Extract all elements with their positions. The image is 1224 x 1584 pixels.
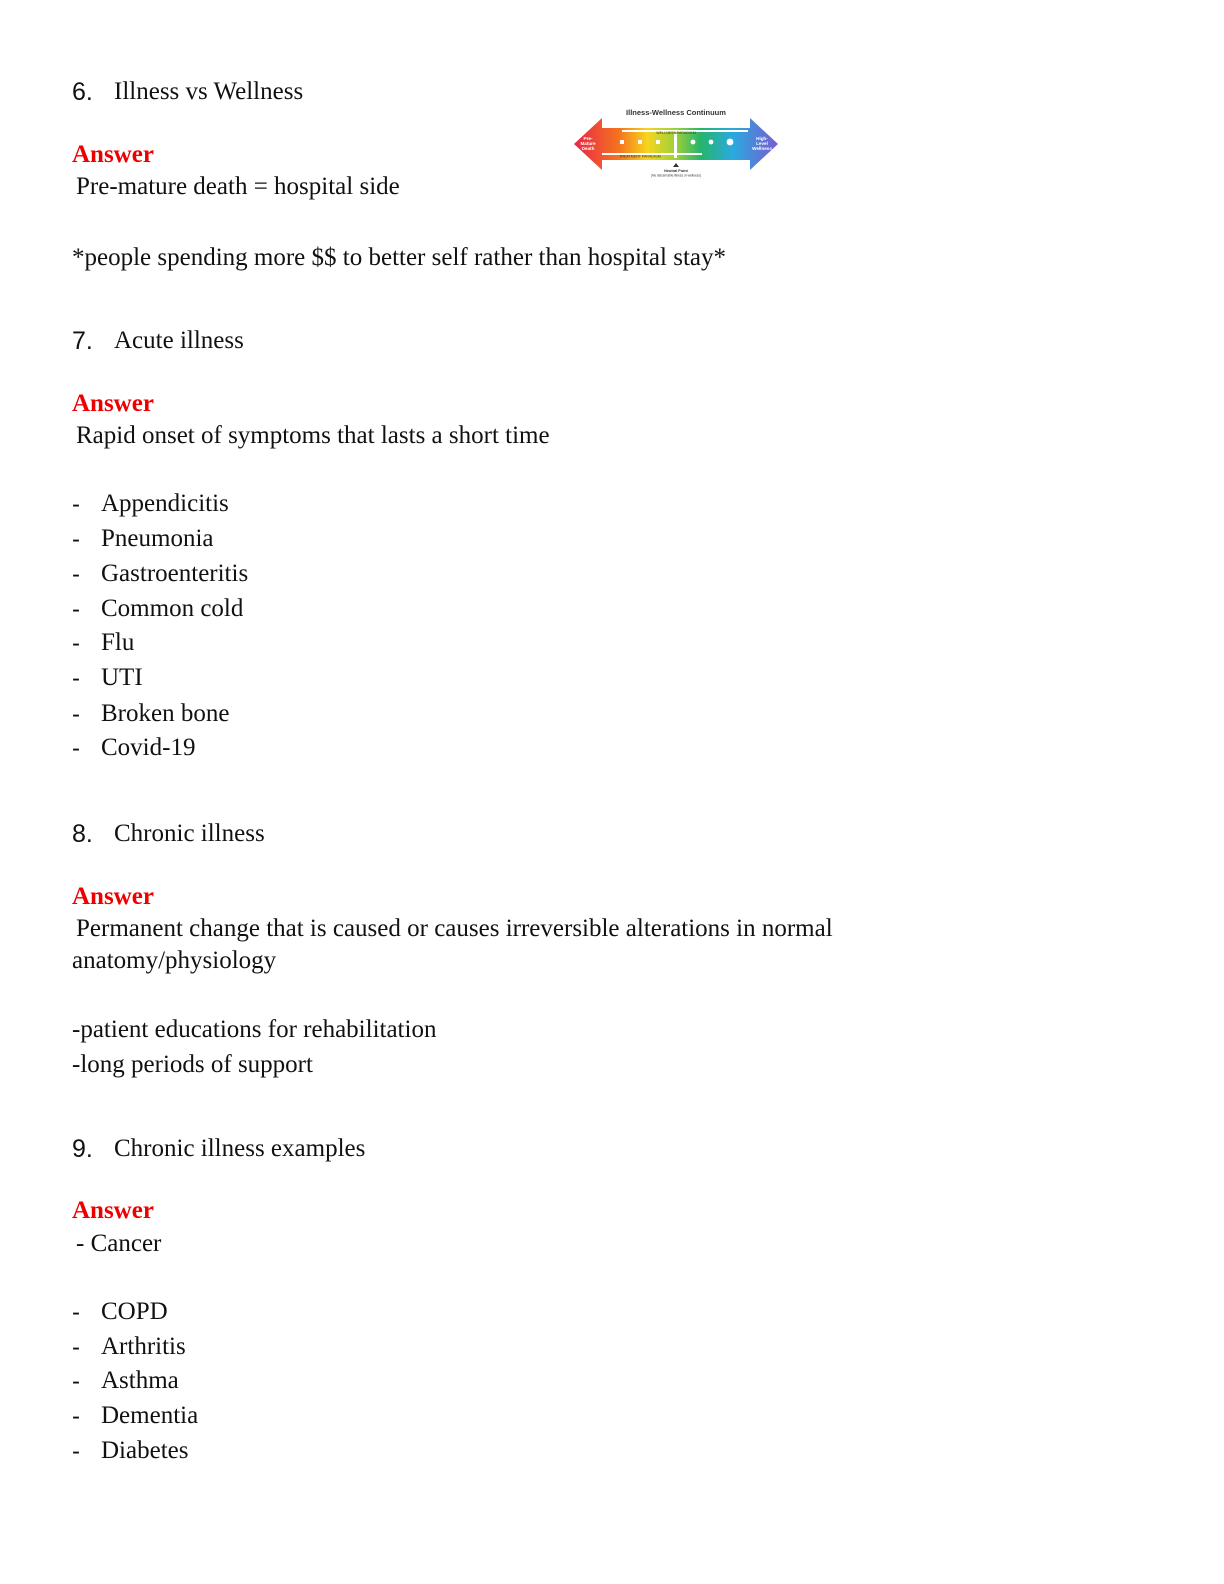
list-item: Appendicitis bbox=[101, 490, 229, 517]
answer-label: Answer bbox=[72, 390, 154, 417]
question-title: Chronic illness bbox=[114, 820, 265, 847]
list-marker: - bbox=[72, 561, 80, 588]
stage-marker bbox=[709, 140, 714, 145]
list-item: Common cold bbox=[101, 595, 244, 622]
list-item: Asthma bbox=[101, 1367, 179, 1394]
left-label-line1: Pre- bbox=[583, 136, 593, 141]
list-marker: - bbox=[72, 630, 80, 657]
treatment-paradigm-label: TREATMENT PARADIGM bbox=[619, 154, 661, 159]
question-number: 6. bbox=[72, 78, 93, 106]
list-item: Diabetes bbox=[101, 1437, 189, 1464]
neutral-divider bbox=[674, 134, 677, 158]
stage-marker bbox=[727, 139, 734, 146]
list-item: Pneumonia bbox=[101, 525, 214, 552]
question-title: Chronic illness examples bbox=[114, 1135, 366, 1162]
answer-note: -long periods of support bbox=[72, 1051, 313, 1078]
answer-text: Rapid onset of symptoms that lasts a short time bbox=[76, 422, 550, 449]
list-marker: - bbox=[72, 491, 80, 518]
list-marker: - bbox=[72, 596, 80, 623]
stage-marker bbox=[656, 140, 660, 144]
list-item: Gastroenteritis bbox=[101, 560, 249, 587]
question-number: 7. bbox=[72, 327, 93, 355]
answer-note: *people spending more $$ to better self rather than hospital stay* bbox=[72, 244, 726, 271]
neutral-point-sub: (No discernable illness or wellness) bbox=[651, 173, 701, 178]
list-marker: - bbox=[72, 665, 80, 692]
illness-wellness-continuum-diagram bbox=[572, 104, 780, 180]
stage-marker bbox=[691, 140, 696, 145]
question-number: 9. bbox=[72, 1135, 93, 1163]
right-label-line3: Wellness bbox=[752, 146, 772, 151]
question-number: 8. bbox=[72, 820, 93, 848]
left-label-line2: Mature bbox=[580, 141, 596, 146]
list-marker: - bbox=[72, 1299, 80, 1326]
stage-marker bbox=[620, 140, 624, 144]
list-item: Arthritis bbox=[101, 1333, 186, 1360]
list-marker: - bbox=[72, 735, 80, 762]
answer-label: Answer bbox=[72, 883, 154, 910]
right-label-line2: Level bbox=[756, 141, 768, 146]
neutral-point-label: Neutral Point bbox=[664, 169, 688, 173]
wellness-paradigm-label: WELLNESS PARADIGM bbox=[656, 131, 696, 135]
stage-marker bbox=[638, 140, 642, 144]
answer-text: Pre-mature death = hospital side bbox=[76, 173, 400, 200]
list-item: Flu bbox=[101, 629, 135, 656]
list-marker: - bbox=[72, 526, 80, 553]
list-marker: - bbox=[72, 1334, 80, 1361]
question-title: Illness vs Wellness bbox=[114, 78, 304, 105]
answer-note: -patient educations for rehabilitation bbox=[72, 1016, 437, 1043]
list-item: COPD bbox=[101, 1298, 168, 1325]
list-item: Covid-19 bbox=[101, 734, 196, 761]
answer-label: Answer bbox=[72, 141, 154, 168]
answer-text-line2: anatomy/physiology bbox=[72, 947, 277, 974]
list-marker: - bbox=[72, 701, 80, 728]
list-item: Dementia bbox=[101, 1402, 199, 1429]
question-title: Acute illness bbox=[114, 327, 244, 354]
left-label-line3: Death bbox=[581, 146, 595, 151]
list-item: UTI bbox=[101, 664, 143, 691]
list-marker: - bbox=[72, 1368, 80, 1395]
answer-text: - Cancer bbox=[76, 1230, 162, 1257]
list-item: Broken bone bbox=[101, 700, 230, 727]
answer-label: Answer bbox=[72, 1197, 154, 1224]
list-marker: - bbox=[72, 1438, 80, 1465]
list-marker: - bbox=[72, 1403, 80, 1430]
right-label-line1: High- bbox=[756, 136, 768, 141]
diagram-title: Illness-Wellness Continuum bbox=[626, 108, 726, 117]
answer-text-line1: Permanent change that is caused or causes irreversible alterations in normal bbox=[76, 915, 833, 942]
neutral-point-marker bbox=[673, 163, 679, 167]
